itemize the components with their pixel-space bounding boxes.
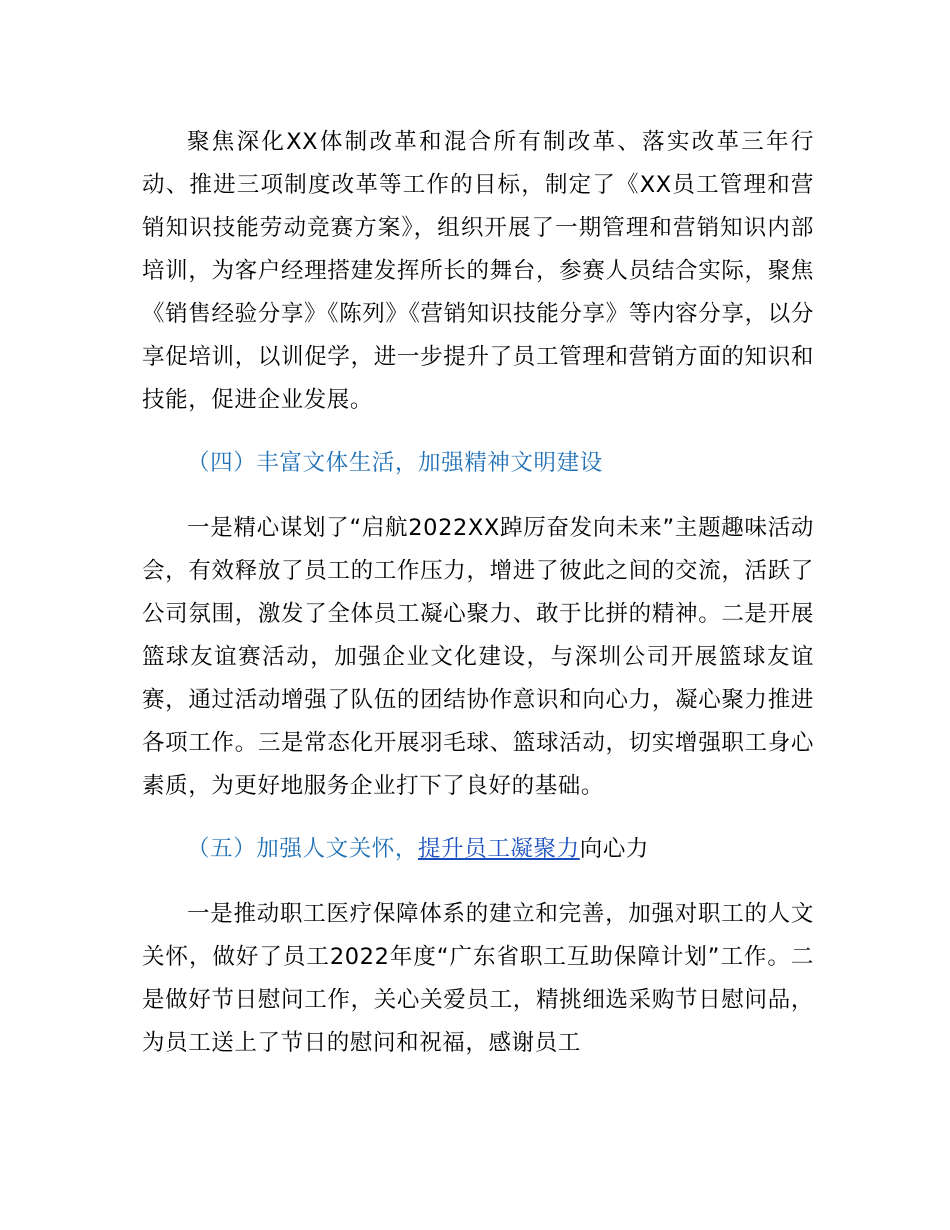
document-page [142, 121, 814, 1065]
section-heading-4: （四）丰富文体生活，加强精神文明建设 [187, 450, 603, 476]
heading-5-link[interactable]: 提升员工凝聚力 [418, 836, 580, 862]
paragraph-care: 一是推动职工医疗保障体系的建立和完善，加强对职工的人文关怀，做好了员工2022年度“广东省职工互助保障计划”工作。二是做好节日慰问工作，关心关爱员工，精挑细选采购节日慰问品，为员工送上了节日的慰问和祝福，感谢员工 [142, 901, 814, 1056]
section-heading-5 [142, 828, 814, 871]
heading-5-prefix: （五）加强人文关怀， [187, 836, 419, 862]
paragraph-competition: 聚焦深化XX体制改革和混合所有制改革、落实改革三年行动、推进三项制度改革等工作的目标，制定了《XX员工管理和营销知识技能劳动竞赛方案》，组织开展了一期管理和营销知识内部培训，为客户经理搭建发挥所长的舞台，参赛人员结合实际，聚焦《销售经验分享》《陈列》《营销知识技能分享》等内容分享，以分享促培训，以训促学，进一步提升了员工管理和营销方面的知识和技能，促进企业发展。 [142, 129, 814, 413]
heading-5-suffix: 向心力 [579, 836, 650, 862]
paragraph-culture-activities: 一是精心谋划了“启航2022XX踔厉奋发向未来”主题趣味活动会，有效释放了员工的工作压力，增进了彼此之间的交流，活跃了公司氛围，激发了全体员工凝心聚力、敢于比拼的精神。二是开展篮球友谊赛活动，加强企业文化建设，与深圳公司开展篮球友谊赛，通过活动增强了队伍的团结协作意识和向心力，凝心聚力推进各项工作。三是常态化开展羽毛球、篮球活动，切实增强职工身心素质，为更好地服务企业打下了良好的基础。 [142, 515, 814, 799]
